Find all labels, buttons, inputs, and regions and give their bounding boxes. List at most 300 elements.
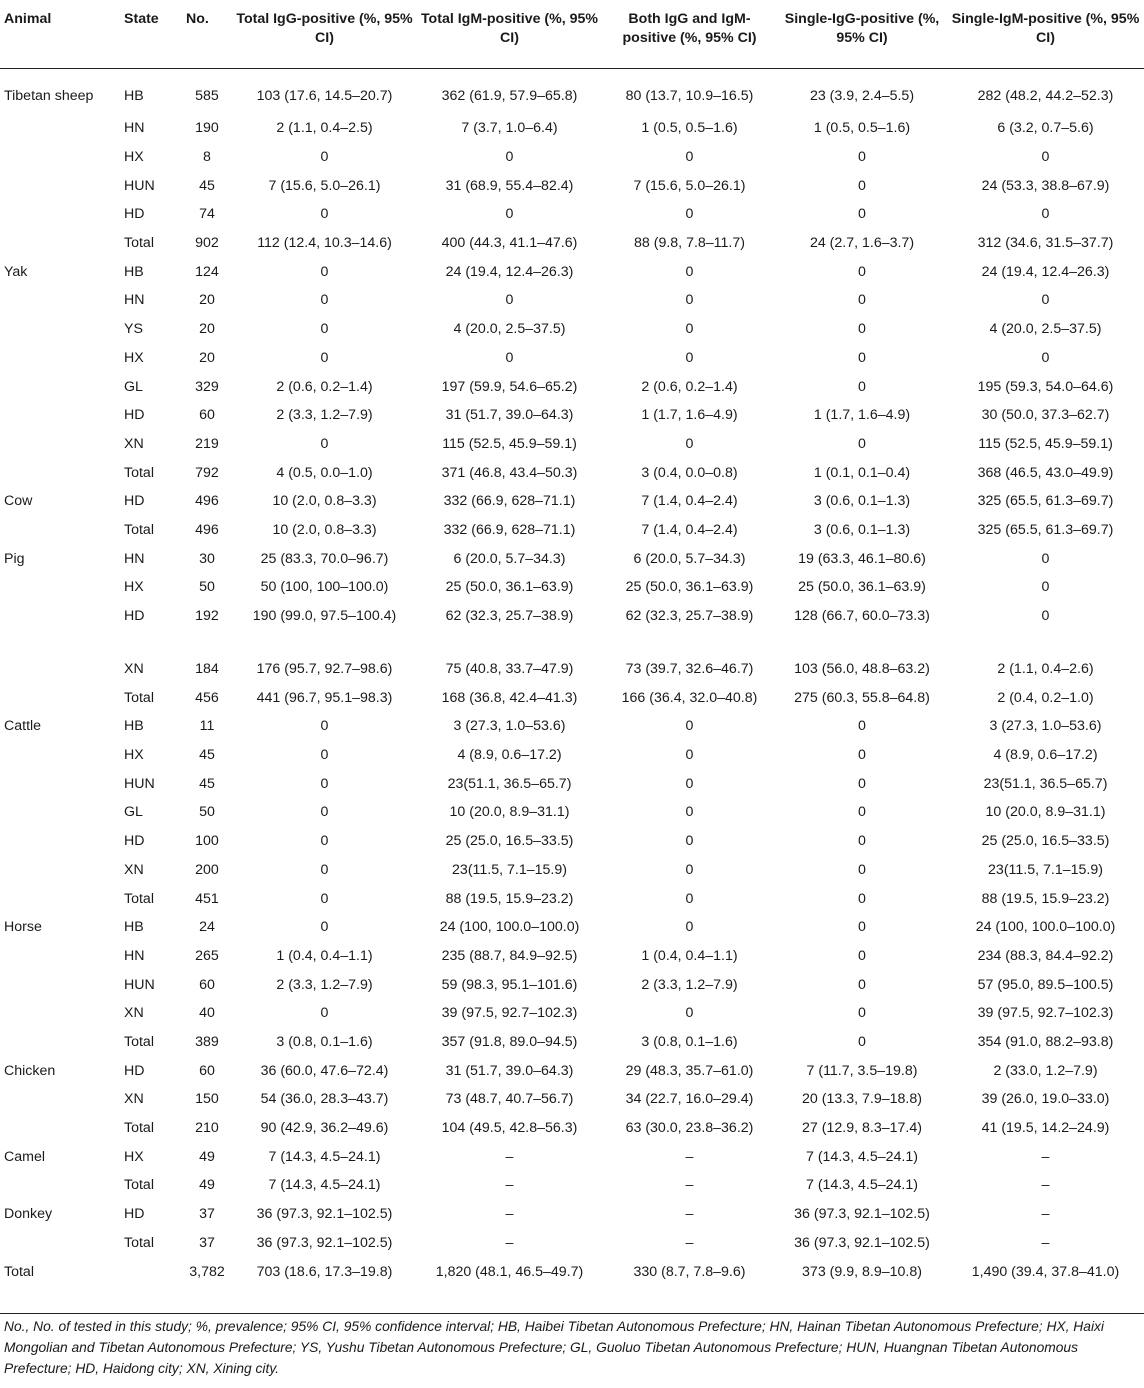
cell-single-igg: 0 [858,435,866,452]
cell-both-igg-igm: 1 (1.7, 1.6–4.9) [641,407,738,424]
cell-no: 74 [199,206,215,223]
cell-single-igg: 0 [858,804,866,821]
cell-both-igg-igm: 0 [685,321,694,338]
table-row [0,545,1144,574]
cell-single-igm: 10 (20.0, 8.9–31.1) [985,804,1106,821]
cell-no: 3,782 [182,1258,232,1314]
cell-single-igg: 1 (0.1, 0.1–0.4) [813,464,911,481]
cell-total-igg: 2 (3.3, 1.2–7.9) [276,407,373,424]
cell-total-igg: 54 (36.0, 28.3–43.7) [260,1091,389,1108]
cell-single-igg: 373 (9.9, 8.9–10.8) [777,1258,947,1314]
cell-total-igm: 62 (32.3, 25.7–38.9) [445,608,574,625]
table-row [0,1172,1144,1201]
cell-single-igm: 4 (8.9, 0.6–17.2) [993,747,1098,764]
cell-single-igm: 354 (91.0, 88.2–93.8) [977,1033,1114,1050]
header-total-igg: Total IgG-positive (%, 95% CI) [232,0,417,68]
cell-total-igm: 0 [505,292,514,309]
cell-single-igm: 39 (97.5, 92.7–102.3) [977,1005,1114,1022]
table-row [0,229,1144,258]
cell-animal [0,1028,120,1057]
cell-animal [0,315,120,344]
cell-single-igg: 103 (56.0, 48.8–63.2) [794,661,930,678]
cell-animal: Total [0,1258,120,1314]
cell-animal: Chicken [4,1062,56,1079]
cell-total-igg: 176 (95.7, 92.7–98.6) [256,661,393,678]
cell-animal [0,401,120,430]
cell-both-igg-igm: – [685,1148,694,1165]
cell-state: HD [124,1206,145,1223]
cell-total-igg: 0 [320,349,329,366]
cell-total-igg: 0 [320,435,329,452]
cell-state: HD [124,206,145,223]
table-row [0,172,1144,201]
cell-state: HN [124,120,145,137]
cell-both-igg-igm: 88 (9.8, 7.8–11.7) [634,235,745,252]
cell-state: HN [124,292,145,309]
cell-single-igg: 275 (60.3, 55.8–64.8) [794,689,930,706]
cell-no: 60 [199,1062,215,1079]
cell-single-igg: 19 (63.3, 46.1–80.6) [798,550,926,567]
cell-total-igm: 0 [505,349,514,366]
table-row [0,287,1144,316]
cell-single-igg: 0 [858,1033,866,1050]
cell-no: 37 [199,1234,215,1251]
cell-animal: Cow [4,493,33,510]
cell-single-igg: 3 (0.6, 0.1–1.3) [813,493,911,510]
cell-total-igm: – [505,1206,514,1223]
cell-single-igm: 24 (53.3, 38.8–67.9) [981,177,1110,194]
cell-both-igg-igm: 0 [685,206,694,223]
cell-single-igg: 3 (0.6, 0.1–1.3) [813,521,911,538]
cell-state: HN [124,947,145,964]
cell-no: 124 [195,263,219,280]
cell-single-igm: 57 (95.0, 89.5–100.5) [977,976,1114,993]
cell-both-igg-igm: – [685,1177,694,1194]
cell-total-igg: 36 (60.0, 47.6–72.4) [260,1062,389,1079]
cell-total-igg: 7 (14.3, 4.5–24.1) [268,1177,381,1194]
cell-no: 329 [195,378,219,395]
cell-animal [0,143,120,172]
cell-total-igm: 88 (19.5, 15.9–23.2) [445,890,574,907]
table-row [0,713,1144,742]
cell-single-igg: 0 [858,890,866,907]
cell-no: 50 [199,804,215,821]
cell-total-igm: 362 (61.9, 57.9–65.8) [441,88,578,104]
cell-animal [0,287,120,316]
cell-no: 200 [195,861,219,878]
cell-both-igg-igm: – [685,1234,694,1251]
cell-single-igg: 0 [858,976,866,993]
cell-no: 100 [195,833,219,850]
cell-total-igm: – [505,1177,514,1194]
cell-state: HX [124,349,144,366]
cell-total-igg: 50 (100, 100–100.0) [260,579,389,596]
cell-state: Total [124,1033,154,1050]
cell-total-igm: 24 (100, 100.0–100.0) [439,919,580,936]
cell-single-igm: 23(11.5, 7.1–15.9) [988,861,1103,878]
cell-single-igm: 24 (19.4, 12.4–26.3) [981,263,1110,280]
cell-single-igg: 36 (97.3, 92.1–102.5) [794,1206,930,1223]
table-row [0,201,1144,230]
cell-total-igm: 235 (88.7, 84.9–92.5) [441,947,578,964]
cell-single-igg: 0 [858,775,866,792]
cell-single-igm: – [1041,1234,1050,1251]
cell-no: 60 [199,976,215,993]
cell-state: Total [124,521,154,538]
cell-single-igm: – [1041,1148,1050,1165]
cell-total-igm: 3 (27.3, 1.0–53.6) [453,718,566,735]
cell-single-igm: 325 (65.5, 61.3–69.7) [977,521,1114,538]
cell-total-igg: 10 (2.0, 0.8–3.3) [272,521,377,538]
cell-no: 792 [195,464,219,481]
table-row [0,1200,1144,1229]
cell-single-igm: 4 (20.0, 2.5–37.5) [989,321,1102,338]
cell-single-igm: 2 (33.0, 1.2–7.9) [993,1062,1098,1079]
cell-both-igg-igm: 3 (0.8, 0.1–1.6) [641,1033,738,1050]
cell-total-igm: – [505,1148,514,1165]
cell-single-igm: 25 (25.0, 16.5–33.5) [981,833,1110,850]
table-row [0,770,1144,799]
cell-state: HUN [124,976,155,993]
cell-no: 219 [195,435,219,452]
header-both-igg-igm: Both IgG and IgM-positive (%, 95% CI) [602,0,777,68]
cell-both-igg-igm: 29 (48.3, 35.7–61.0) [625,1062,754,1079]
cell-state: XN [124,435,144,452]
table-row [0,487,1144,516]
cell-animal [0,115,120,144]
cell-state: Total [124,1234,154,1251]
cell-animal: Donkey [4,1206,53,1223]
cell-state: HD [124,833,145,850]
cell-single-igm: 325 (65.5, 61.3–69.7) [977,493,1114,510]
table-row [0,913,1144,942]
cell-single-igg: 20 (13.3, 7.9–18.8) [802,1091,922,1108]
cell-single-igm: 39 (26.0, 19.0–33.0) [981,1091,1110,1108]
cell-no: 24 [199,919,215,936]
cell-total-igg: 36 (97.3, 92.1–102.5) [256,1234,393,1251]
cell-state: HUN [124,177,155,194]
cell-animal [0,971,120,1000]
cell-no: 45 [199,747,215,764]
cell-single-igm: 30 (50.0, 37.3–62.7) [981,407,1110,424]
cell-single-igg: 23 (3.9, 2.4–5.5) [809,88,915,104]
table-row [0,1057,1144,1086]
header-row [0,0,1144,68]
cell-animal [0,201,120,230]
table-row [0,516,1144,545]
table-row [0,68,1144,115]
cell-single-igg: 0 [858,747,866,764]
cell-no: 60 [199,407,215,424]
cell-total-igg: 441 (96.7, 95.1–98.3) [256,689,393,706]
cell-single-igg: 0 [858,861,866,878]
cell-no: 11 [199,718,215,735]
table-row [0,373,1144,402]
cell-no: 902 [195,235,219,252]
cell-animal [0,885,120,914]
table-row [0,602,1144,655]
cell-single-igm: 0 [1041,149,1050,166]
cell-single-igm: 1,490 (39.4, 37.8–41.0) [947,1258,1144,1314]
cell-single-igm: 368 (46.5, 43.0–49.9) [977,464,1114,481]
header-animal: Animal [0,0,120,68]
cell-state: HD [124,1062,145,1079]
cell-state: HX [124,747,144,764]
cell-total-igm: 73 (48.7, 40.7–56.7) [445,1091,574,1108]
cell-both-igg-igm: 0 [685,861,694,878]
cell-single-igg: 7 (14.3, 4.5–24.1) [805,1177,918,1194]
cell-animal [0,229,120,258]
cell-total-igm: 31 (68.9, 55.4–82.4) [445,177,574,194]
cell-single-igm: – [1041,1206,1050,1223]
cell-single-igm: 24 (100, 100.0–100.0) [975,919,1116,936]
cell-both-igg-igm: 0 [685,919,694,936]
cell-total-igg: 0 [320,890,329,907]
cell-single-igm: 0 [1041,349,1050,366]
cell-total-igg: 703 (18.6, 17.3–19.8) [232,1258,417,1314]
table-row [0,1258,1144,1314]
cell-animal: Pig [4,550,25,567]
cell-total-igg: 0 [320,206,329,223]
cell-no: 265 [195,947,219,964]
cell-both-igg-igm: 34 (22.7, 16.0–29.4) [625,1091,754,1108]
cell-animal [0,1086,120,1115]
cell-animal [0,1229,120,1258]
cell-no: 496 [195,493,219,510]
cell-single-igg: 0 [858,718,866,735]
cell-no: 40 [199,1005,215,1022]
cell-no: 49 [199,1148,215,1165]
cell-single-igg: 0 [858,919,866,936]
cell-both-igg-igm: 0 [685,775,694,792]
cell-both-igg-igm: 0 [685,890,694,907]
cell-both-igg-igm: 3 (0.4, 0.0–0.8) [641,464,738,481]
table-row [0,1028,1144,1057]
cell-single-igg: 128 (66.7, 60.0–73.3) [794,608,930,625]
cell-total-igg: 10 (2.0, 0.8–3.3) [272,493,377,510]
cell-single-igg: 27 (12.9, 8.3–17.4) [802,1120,922,1137]
cell-total-igg: 0 [320,747,329,764]
cell-total-igg: 0 [320,804,329,821]
cell-animal [0,741,120,770]
cell-animal [0,827,120,856]
cell-single-igm: 195 (59.3, 54.0–64.6) [977,378,1114,395]
cell-both-igg-igm: 0 [685,804,694,821]
cell-animal [0,999,120,1028]
cell-total-igm: 31 (51.7, 39.0–64.3) [445,1062,574,1079]
cell-state: Total [124,464,154,481]
cell-total-igm: 6 (20.0, 5.7–34.3) [453,550,566,567]
cell-total-igm: 371 (46.8, 43.4–50.3) [441,464,578,481]
cell-total-igm: 0 [505,206,514,223]
cell-total-igg: 4 (0.5, 0.0–1.0) [276,464,373,481]
cell-total-igm: 197 (59.9, 54.6–65.2) [441,378,578,395]
cell-total-igm: 4 (8.9, 0.6–17.2) [457,747,562,764]
cell-both-igg-igm: 62 (32.3, 25.7–38.9) [625,608,754,625]
table-row [0,1143,1144,1172]
cell-total-igm: 168 (36.8, 42.4–41.3) [441,689,578,706]
cell-single-igm: 3 (27.3, 1.0–53.6) [989,718,1102,735]
cell-animal [0,799,120,828]
cell-total-igg: 0 [320,775,329,792]
cell-animal: Camel [4,1148,45,1165]
cell-state: GL [124,804,143,821]
cell-no: 49 [199,1177,215,1194]
cell-total-igm: 332 (66.9, 628–71.1) [443,493,576,510]
cell-total-igg: 0 [320,149,329,166]
cell-single-igm: 2 (1.1, 0.4–2.6) [997,661,1094,678]
cell-total-igg: 25 (83.3, 70.0–96.7) [260,550,389,567]
cell-both-igg-igm: 0 [685,435,694,452]
cell-state: XN [124,861,144,878]
cell-no: 184 [195,661,219,678]
cell-single-igg: 0 [858,349,866,366]
cell-single-igm: 0 [1041,292,1050,309]
cell-animal [0,459,120,488]
cell-no: 20 [199,321,215,338]
cell-both-igg-igm: 73 (39.7, 32.6–46.7) [625,661,754,678]
cell-no: 20 [199,292,215,309]
cell-total-igm: 24 (19.4, 12.4–26.3) [445,263,574,280]
cell-animal [0,574,120,603]
cell-total-igm: 25 (50.0, 36.1–63.9) [445,579,574,596]
cell-single-igg: 7 (14.3, 4.5–24.1) [805,1148,918,1165]
cell-total-igm: 0 [505,149,514,166]
cell-single-igg: 0 [858,263,866,280]
header-no: No. [182,0,232,68]
cell-both-igg-igm: 80 (13.7, 10.9–16.5) [625,88,754,104]
cell-animal [0,602,120,655]
cell-animal [0,373,120,402]
cell-single-igm: 0 [1041,579,1050,596]
cell-both-igg-igm: 1 (0.4, 0.4–1.1) [641,947,738,964]
cell-no: 8 [203,149,211,166]
cell-single-igm: 6 (3.2, 0.7–5.6) [997,120,1094,137]
cell-total-igm: 115 (52.5, 45.9–59.1) [442,435,577,452]
cell-single-igg: 0 [858,149,866,166]
cell-animal [0,856,120,885]
cell-total-igm: 23(11.5, 7.1–15.9) [452,861,567,878]
cell-no: 150 [195,1091,219,1108]
cell-total-igg: 0 [320,292,329,309]
cell-animal [0,942,120,971]
cell-animal [0,516,120,545]
table-body [0,68,1144,1313]
cell-single-igm: 41 (19.5, 14.2–24.9) [981,1120,1110,1137]
table-row [0,827,1144,856]
cell-state: HB [124,88,144,104]
cell-animal [0,344,120,373]
cell-state: Total [124,235,154,252]
cell-no: 210 [195,1120,219,1137]
cell-state: HUN [124,775,155,792]
cell-state [120,1258,182,1314]
cell-single-igm: 0 [1041,206,1050,223]
cell-single-igg: 24 (2.7, 1.6–3.7) [809,235,915,252]
cell-animal [0,770,120,799]
header-single-igg: Single-IgG-positive (%, 95% CI) [777,0,947,68]
cell-single-igm: 2 (0.4, 0.2–1.0) [997,689,1094,706]
cell-both-igg-igm: 7 (1.4, 0.4–2.4) [641,521,738,538]
cell-single-igm: – [1041,1177,1050,1194]
cell-animal [0,1114,120,1143]
cell-animal [0,1172,120,1201]
cell-single-igg: 0 [858,378,866,395]
cell-single-igm: 0 [1041,608,1050,625]
cell-total-igm: 25 (25.0, 16.5–33.5) [445,833,574,850]
cell-state: YS [124,321,143,338]
cell-total-igm: 10 (20.0, 8.9–31.1) [449,804,570,821]
table-row [0,971,1144,1000]
cell-single-igg: 0 [858,1005,866,1022]
cell-total-igg: 36 (97.3, 92.1–102.5) [256,1206,393,1223]
table-row [0,430,1144,459]
cell-total-igg: 0 [320,919,329,936]
cell-state: HB [124,263,144,280]
cell-total-igm: 400 (44.3, 41.1–47.6) [441,235,578,252]
cell-total-igm: 23(51.1, 36.5–65.7) [447,775,572,792]
cell-total-igm: 357 (91.8, 89.0–94.5) [441,1033,578,1050]
cell-state: GL [124,378,143,395]
cell-total-igm: 39 (97.5, 92.7–102.3) [441,1005,578,1022]
cell-total-igm: 104 (49.5, 42.8–56.3) [441,1120,578,1137]
cell-state: Total [124,890,154,907]
cell-total-igm: 7 (3.7, 1.0–6.4) [461,120,558,137]
cell-no: 496 [195,521,219,538]
cell-both-igg-igm: 63 (30.0, 23.8–36.2) [625,1120,754,1137]
cell-both-igg-igm: 0 [685,292,694,309]
cell-state: HB [124,919,144,936]
cell-single-igg: 25 (50.0, 36.1–63.9) [798,579,926,596]
cell-single-igg: 0 [858,947,866,964]
cell-state: HD [124,493,145,510]
cell-state: HB [124,718,144,735]
cell-both-igg-igm: 0 [685,263,694,280]
cell-both-igg-igm: 0 [685,718,694,735]
cell-single-igm: 23(51.1, 36.5–65.7) [983,775,1108,792]
cell-total-igg: 7 (14.3, 4.5–24.1) [268,1148,381,1165]
cell-both-igg-igm: 1 (0.5, 0.5–1.6) [641,120,738,137]
cell-total-igg: 3 (0.8, 0.1–1.6) [276,1033,373,1050]
cell-both-igg-igm: 0 [685,149,694,166]
cell-state: XN [124,661,144,678]
cell-no: 45 [199,177,215,194]
cell-total-igg: 7 (15.6, 5.0–26.1) [268,177,381,194]
cell-animal [0,430,120,459]
cell-total-igm: 1,820 (48.1, 46.5–49.7) [417,1258,602,1314]
cell-both-igg-igm: 2 (0.6, 0.2–1.4) [641,378,738,395]
cell-state: Total [124,1120,154,1137]
table-row [0,885,1144,914]
cell-no: 37 [199,1206,215,1223]
cell-single-igm: 282 (48.2, 44.2–52.3) [977,88,1114,104]
cell-total-igg: 90 (42.9, 36.2–49.6) [260,1120,389,1137]
table-row [0,942,1144,971]
cell-total-igg: 2 (1.1, 0.4–2.5) [276,120,373,137]
cell-both-igg-igm: 0 [685,833,694,850]
cell-no: 190 [195,120,219,137]
cell-total-igg: 0 [320,861,329,878]
cell-no: 389 [195,1033,219,1050]
table-row [0,999,1144,1028]
table-row [0,115,1144,144]
cell-state: XN [124,1091,144,1108]
cell-single-igm: 312 (34.6, 31.5–37.7) [977,235,1114,252]
cell-single-igm: 0 [1041,550,1050,567]
cell-both-igg-igm: 2 (3.3, 1.2–7.9) [641,976,738,993]
cell-single-igg: 0 [858,206,866,223]
cell-single-igg: 0 [858,177,866,194]
